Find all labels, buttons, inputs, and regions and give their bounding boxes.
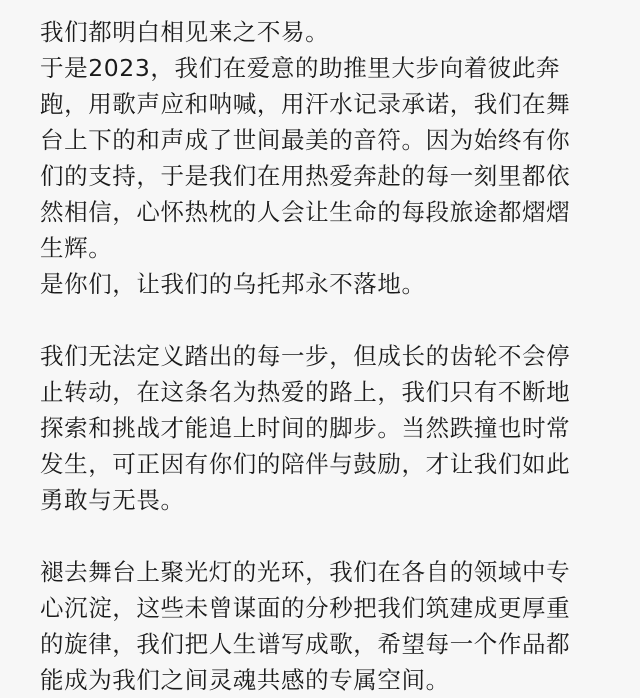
text-line: 能成为我们之间灵魂共感的专属空间。 bbox=[40, 666, 450, 694]
text-line: 跑，用歌声应和呐喊，用汗水记录承诺，我们在舞 bbox=[40, 90, 571, 118]
text-line: 生辉。 bbox=[40, 234, 113, 262]
text-line: 心沉淀，这些未曾谋面的分秒把我们筑建成更厚重 bbox=[40, 594, 571, 622]
text-line: 是你们，让我们的乌托邦永不落地。 bbox=[40, 270, 426, 298]
paragraph-spacer bbox=[40, 302, 600, 338]
text-line: 止转动，在这条名为热爱的路上，我们只有不断地 bbox=[40, 378, 571, 406]
text-line: 勇敢与无畏。 bbox=[40, 486, 185, 514]
text-line: 探索和挑战才能追上时间的脚步。当然跌撞也时常 bbox=[40, 414, 571, 442]
text-line: 们的支持，于是我们在用热爱奔赴的每一刻里都依 bbox=[40, 162, 571, 190]
paragraph-3 bbox=[40, 554, 600, 698]
text-line: 然相信，心怀热枕的人会让生命的每段旅途都熠熠 bbox=[40, 198, 571, 226]
paragraph-spacer bbox=[40, 518, 600, 554]
text-line: 我们都明白相见来之不易。 bbox=[40, 18, 330, 46]
text-line: 发生，可正因有你们的陪伴与鼓励，才让我们如此 bbox=[40, 450, 571, 478]
text-line: 台上下的和声成了世间最美的音符。因为始终有你 bbox=[40, 126, 571, 154]
text-line: 我们无法定义踏出的每一步，但成长的齿轮不会停 bbox=[40, 342, 571, 370]
text-line: 褪去舞台上聚光灯的光环，我们在各自的领域中专 bbox=[40, 558, 571, 586]
paragraph-1 bbox=[40, 14, 600, 302]
text-line: 的旋律，我们把人生谱写成歌，希望每一个作品都 bbox=[40, 630, 571, 658]
paragraph-2 bbox=[40, 338, 600, 518]
text-line: 于是2023，我们在爱意的助推里大步向着彼此奔 bbox=[40, 54, 561, 82]
